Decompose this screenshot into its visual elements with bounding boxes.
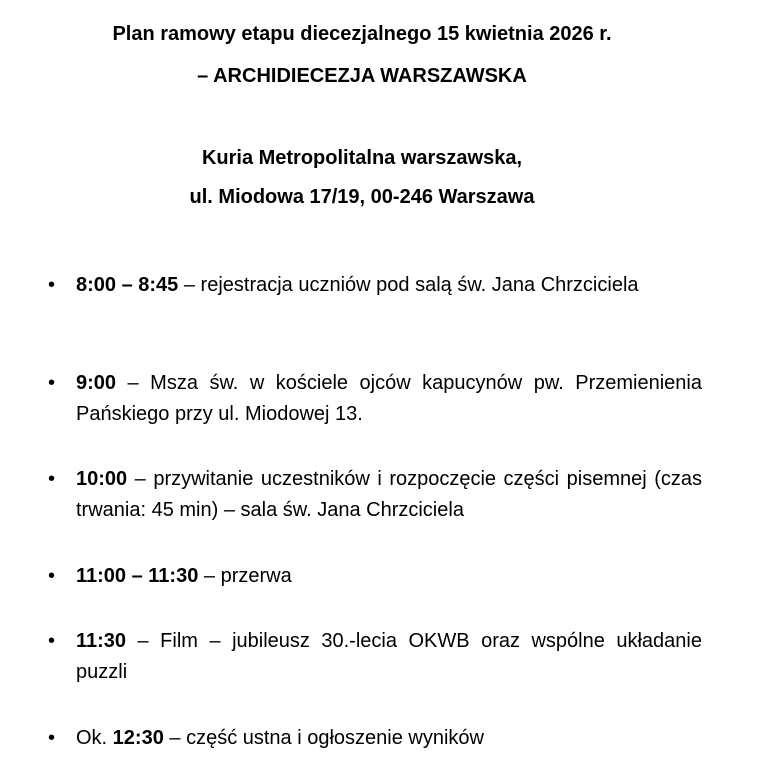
agenda-item-text [76, 368, 702, 430]
agenda-item-description: – rejestracja uczniów pod salą św. Jana Chrzciciela [178, 274, 639, 296]
agenda-item-time: 10:00 [76, 468, 128, 490]
agenda-item [48, 270, 702, 301]
venue-address: ul. Miodowa 17/19, 00-246 Warszawa [189, 186, 535, 208]
agenda-item [48, 626, 702, 688]
agenda-item-text [76, 723, 702, 754]
agenda-item-description: – przywitanie uczestników i rozpoczęcie części pisemnej (czas trwania: 45 min) – sala św. Jana Chrzciciela [76, 468, 702, 521]
agenda-item-description: – część ustna i ogłoszenie wyników [163, 727, 484, 749]
agenda-item-description: – Film – jubileusz 30.-lecia OKWB oraz wspólne układanie puzzli [76, 630, 702, 683]
agenda-item-text [76, 270, 702, 301]
agenda-item-text [76, 626, 702, 688]
agenda-item-description: – przerwa [198, 565, 292, 587]
agenda-item [48, 464, 702, 526]
bullet-icon: • [48, 565, 56, 587]
document-subtitle: – ARCHIDIECEZJA WARSZAWSKA [197, 65, 527, 87]
agenda-item [48, 723, 702, 754]
document-title: Plan ramowy etapu diecezjalnego 15 kwietnia 2026 r. [112, 23, 612, 45]
agenda-item-time: 8:00 – 8:45 [76, 274, 179, 296]
agenda-item-text [76, 464, 702, 526]
agenda-item-time: 9:00 [76, 372, 117, 394]
agenda-item-time: 11:30 [76, 630, 127, 652]
venue-name: Kuria Metropolitalna warszawska, [201, 147, 523, 169]
bullet-icon: • [48, 372, 56, 394]
bullet-icon: • [48, 468, 56, 490]
agenda-item-time: 12:30 [112, 727, 164, 749]
agenda-item-time: 11:00 – 11:30 [76, 565, 199, 587]
bullet-icon: • [48, 630, 56, 652]
agenda-item-description: – Msza św. w kościele ojców kapucynów pw. Przemienienia Pańskiego przy ul. Miodowej 13. [76, 372, 702, 425]
agenda-item [48, 561, 702, 592]
agenda-item-prefix: Ok. [76, 727, 113, 749]
bullet-icon: • [48, 727, 56, 749]
agenda-item [48, 368, 702, 430]
bullet-icon: • [48, 274, 56, 296]
agenda-item-text [76, 561, 702, 592]
